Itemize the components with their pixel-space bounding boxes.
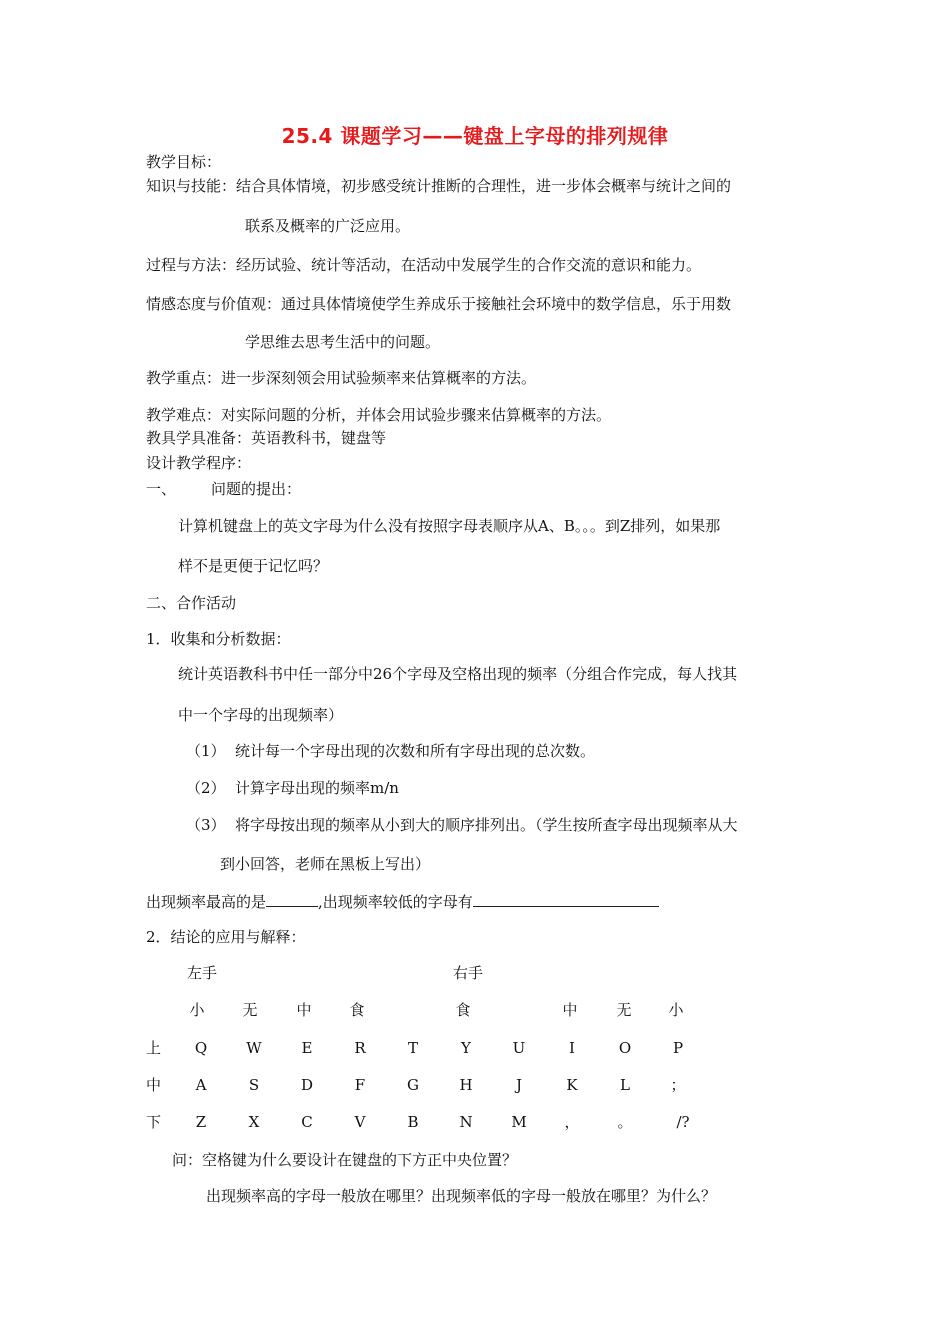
fill-in-blank-highest xyxy=(266,890,318,907)
section-2-title: 二、合作活动 xyxy=(146,594,237,612)
question-line-2: 出现频率高的字母一般放在哪里？出现频率低的字母一般放在哪里？为什么？ xyxy=(206,1187,717,1205)
document-title: 25.4 课题学习——键盘上字母的排列规律 xyxy=(281,124,669,148)
key-cell: Q xyxy=(194,1039,208,1057)
step-3-text-1: 将字母按出现的频率从小到大的顺序排列出。（学生按所查字母出现频率从大 xyxy=(235,816,738,834)
knowledge-line-2: 联系及概率的广泛应用。 xyxy=(245,217,411,235)
section-1-question-1: 计算机键盘上的英文字母为什么没有按照字母表顺序从A、B。。。到Z排列，如果那 xyxy=(178,517,721,535)
key-cell: D xyxy=(300,1076,314,1094)
key-cell: M xyxy=(511,1113,527,1131)
step-3-number: （3） xyxy=(186,816,226,834)
section-1-question-2: 样不是更便于记忆吗？ xyxy=(178,557,329,575)
step-1-text: 统计每一个字母出现的次数和所有字母出现的总次数。 xyxy=(235,742,596,760)
key-cell: T xyxy=(407,1039,418,1057)
key-cell: X xyxy=(248,1113,260,1131)
finger-label: 中 xyxy=(296,1001,312,1019)
finger-label: 中 xyxy=(562,1001,578,1019)
key-cell: Z xyxy=(195,1113,207,1131)
procedure-line: 设计教学程序： xyxy=(146,454,252,472)
finger-label: 小 xyxy=(189,1001,205,1019)
key-cell: K xyxy=(566,1076,578,1094)
subsection-1-text-2: 中一个字母的出现频率） xyxy=(178,706,344,724)
key-cell: ； xyxy=(670,1076,686,1094)
section-1-number: 一、 xyxy=(146,480,177,498)
key-cell: Y xyxy=(461,1039,471,1057)
finger-label: 小 xyxy=(668,1001,684,1019)
key-cell: C xyxy=(301,1113,313,1131)
knowledge-line-1: 知识与技能：结合具体情境，初步感受统计推断的合理性，进一步体会概率与统计之间的 xyxy=(146,177,732,195)
key-cell: B xyxy=(407,1113,419,1131)
step-2-text: 计算字母出现的频率m/n xyxy=(235,779,399,797)
key-cell: S xyxy=(248,1076,260,1094)
difficulty-line: 教学难点：对实际问题的分析，并体会用试验步骤来估算概率的方法。 xyxy=(146,406,612,424)
subsection-2-title: 2．结论的应用与解释： xyxy=(146,928,306,946)
key-cell: J xyxy=(515,1076,522,1094)
process-line: 过程与方法：经历试验、统计等活动，在活动中发展学生的合作交流的意识和能力。 xyxy=(146,256,702,274)
fill-in-line xyxy=(146,890,659,912)
question-line-1: 问：空格键为什么要设计在键盘的下方正中央位置？ xyxy=(172,1151,518,1169)
key-cell: A xyxy=(195,1076,207,1094)
subsection-1-text-1: 统计英语教科书中任一部分中26个字母及空格出现的频率（分组合作完成，每人找其 xyxy=(178,665,738,683)
key-cell: ， xyxy=(564,1113,580,1131)
row-label-lower: 下 xyxy=(146,1113,162,1131)
key-cell: L xyxy=(620,1076,630,1094)
key-cell: R xyxy=(354,1039,366,1057)
fill-in-text-b: ,出现频率较低的字母有 xyxy=(318,893,473,911)
right-hand-label: 右手 xyxy=(453,964,484,982)
key-point-line: 教学重点：进一步深刻领会用试验频率来估算概率的方法。 xyxy=(146,369,537,387)
key-cell: V xyxy=(354,1113,366,1131)
key-cell: U xyxy=(512,1039,526,1057)
finger-label: 无 xyxy=(616,1001,632,1019)
key-cell: /? xyxy=(676,1113,690,1131)
finger-label: 食 xyxy=(455,1001,471,1019)
key-cell: 。 xyxy=(617,1113,633,1131)
key-cell: E xyxy=(301,1039,313,1057)
emotion-line-2: 学思维去思考生活中的问题。 xyxy=(245,333,441,351)
key-cell: N xyxy=(459,1113,473,1131)
section-1-title: 问题的提出： xyxy=(211,480,302,498)
subsection-1-title: 1．收集和分析数据： xyxy=(146,630,291,648)
step-1-number: （1） xyxy=(186,742,226,760)
objectives-label: 教学目标： xyxy=(146,153,222,171)
emotion-line-1: 情感态度与价值观：通过具体情境使学生养成乐于接触社会环境中的数学信息，乐于用数 xyxy=(146,295,732,313)
finger-label: 无 xyxy=(242,1001,258,1019)
tools-line: 教具学具准备：英语教科书，键盘等 xyxy=(146,429,387,447)
row-label-upper: 上 xyxy=(146,1039,162,1057)
key-cell: O xyxy=(618,1039,632,1057)
key-cell: G xyxy=(407,1076,419,1094)
finger-label: 食 xyxy=(349,1001,365,1019)
step-2-number: （2） xyxy=(186,779,226,797)
key-cell: I xyxy=(569,1039,575,1057)
left-hand-label: 左手 xyxy=(187,964,218,982)
row-label-middle: 中 xyxy=(146,1076,162,1094)
key-cell: H xyxy=(459,1076,473,1094)
key-cell: P xyxy=(672,1039,684,1057)
fill-in-text-a: 出现频率最高的是 xyxy=(146,893,267,911)
step-3-text-2: 到小回答，老师在黑板上写出） xyxy=(220,855,431,873)
fill-in-blank-low xyxy=(473,890,659,907)
key-cell: F xyxy=(354,1076,366,1094)
key-cell: W xyxy=(246,1039,262,1057)
